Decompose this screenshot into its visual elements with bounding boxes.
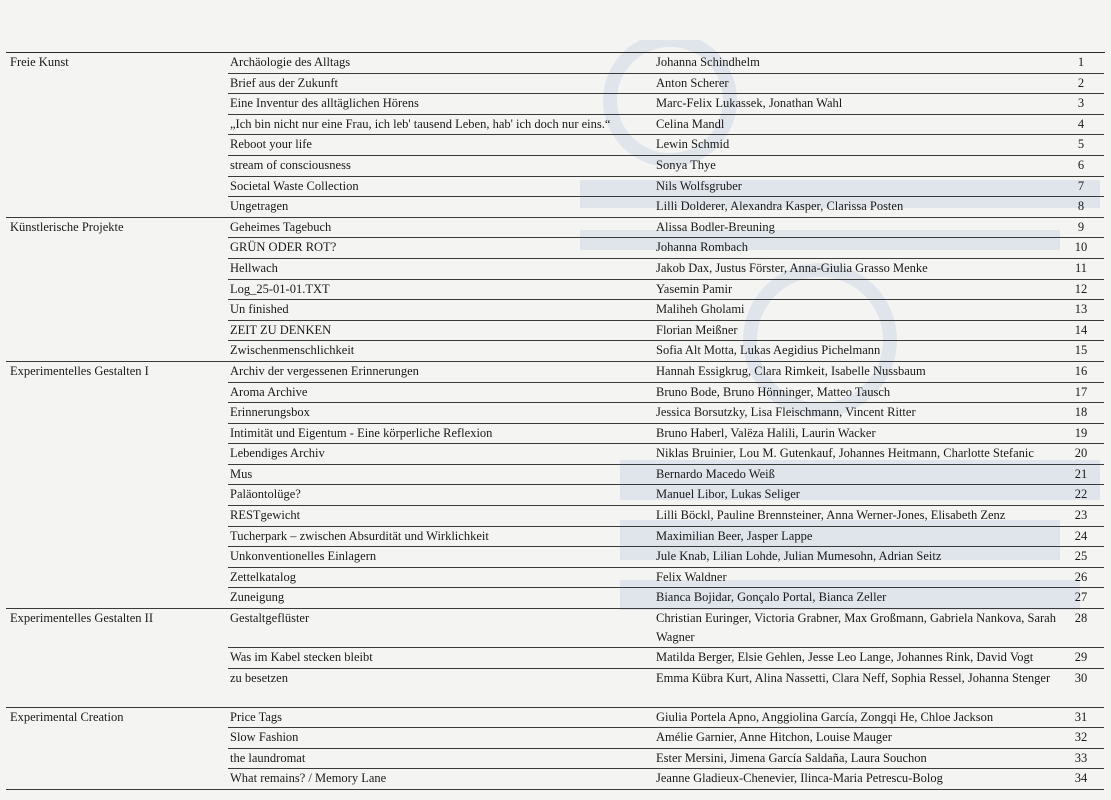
project-title: Price Tags: [230, 709, 283, 724]
contents-table: [6, 53, 1104, 790]
author-names: Giulia Portela Apno, Anggiolina García, Zongqi He, Chloe Jackson: [656, 709, 994, 724]
author-names: Ester Mersini, Jimena García Saldaña, Laura Souchon: [656, 750, 927, 765]
page-number: 18: [1074, 405, 1088, 420]
project-title: Zuneigung: [230, 590, 285, 605]
table-row: [6, 53, 1104, 74]
project-title: the laundromat: [230, 750, 306, 765]
page-number: 5: [1077, 137, 1085, 152]
table-row: [6, 259, 1104, 280]
author-names: Manuel Libor, Lukas Seliger: [656, 487, 800, 502]
author-names: Lilli Dolderer, Alexandra Kasper, Clarissa Posten: [656, 199, 904, 214]
table-row: [6, 403, 1104, 424]
author-names: Jakob Dax, Justus Förster, Anna-Giulia Grasso Menke: [656, 260, 928, 275]
page-number: 17: [1074, 384, 1088, 399]
table-row: [6, 609, 1104, 648]
page-number: 32: [1074, 730, 1088, 745]
project-title: Log_25-01-01.TXT: [230, 281, 330, 296]
page-number: 14: [1074, 322, 1088, 337]
page-number: 2: [1077, 75, 1085, 90]
author-names: Marc-Felix Lukassek, Jonathan Wahl: [656, 96, 843, 111]
category-label: Experimentelles Gestalten II: [10, 611, 153, 626]
table-row: [6, 156, 1104, 177]
author-names: Johanna Rombach: [656, 240, 748, 255]
author-names: Bianca Bojidar, Gonçalo Portal, Bianca Zeller: [656, 590, 887, 605]
project-title: Geheimes Tagebuch: [230, 219, 332, 234]
project-title: RESTgewicht: [230, 508, 301, 523]
table-row: [6, 749, 1104, 770]
author-names: Jessica Borsutzky, Lisa Fleischmann, Vincent Ritter: [656, 405, 916, 420]
page-number: 19: [1074, 425, 1088, 440]
project-title: GRÜN ODER ROT?: [230, 240, 337, 255]
table-row: [6, 362, 1104, 383]
author-names: Florian Meißner: [656, 322, 738, 337]
table-row: [6, 341, 1104, 362]
author-names: Nils Wolfsgruber: [656, 178, 742, 193]
project-title: Lebendiges Archiv: [230, 446, 325, 461]
page-number: 6: [1077, 157, 1085, 172]
author-names: Niklas Bruinier, Lou M. Gutenkauf, Johannes Heitmann, Charlotte Stefanic: [656, 446, 1034, 461]
table-row: [6, 115, 1104, 136]
project-title: „Ich bin nicht nur eine Frau, ich leb' tausend Leben, hab' ich doch nur eins.“: [230, 116, 611, 131]
project-title: Societal Waste Collection: [230, 178, 359, 193]
page-number: 9: [1077, 219, 1085, 234]
project-title: zu besetzen: [230, 670, 288, 685]
author-names: Lilli Böckl, Pauline Brennsteiner, Anna Werner-Jones, Elisabeth Zenz: [656, 508, 1006, 523]
page-number: 4: [1077, 116, 1085, 131]
table-row: [6, 588, 1104, 609]
page-number: 20: [1074, 446, 1088, 461]
table-row: [6, 321, 1104, 342]
table-row: [6, 238, 1104, 259]
author-names: Celina Mandl: [656, 116, 725, 131]
project-title: Hellwach: [230, 260, 278, 275]
author-names: Yasemin Pamir: [656, 281, 733, 296]
table-row: [6, 527, 1104, 548]
page-number: 28: [1074, 611, 1088, 626]
project-title: Mus: [230, 466, 253, 481]
author-names: Johanna Schindhelm: [656, 55, 760, 69]
author-names: Christian Euringer, Victoria Grabner, Max Großmann, Gabriela Nankova, Sarah Wagner: [656, 611, 1056, 644]
author-names: Sonya Thye: [656, 157, 716, 172]
table-row: [6, 74, 1104, 95]
page-number: 21: [1074, 466, 1088, 481]
table-row: [6, 506, 1104, 527]
table-row: [6, 94, 1104, 115]
project-title: Brief aus der Zukunft: [230, 75, 338, 90]
row-divider: [6, 789, 1104, 790]
table-row: [6, 300, 1104, 321]
author-names: Maximilian Beer, Jasper Lappe: [656, 528, 813, 543]
page-number: 23: [1074, 508, 1088, 523]
author-names: Anton Scherer: [656, 75, 729, 90]
page-number: 15: [1074, 343, 1088, 358]
project-title: Archiv der vergessenen Erinnerungen: [230, 363, 419, 378]
author-names: Bruno Haberl, Valëza Halili, Laurin Wacker: [656, 425, 876, 440]
table-row: [6, 135, 1104, 156]
table-row: [6, 769, 1104, 790]
table-row: [6, 197, 1104, 218]
table-row: [6, 669, 1104, 708]
page-number: 29: [1074, 650, 1088, 665]
page-number: 7: [1077, 178, 1085, 193]
project-title: Paläontolüge?: [230, 487, 301, 502]
project-title: Eine Inventur des alltäglichen Hörens: [230, 96, 419, 111]
table-row: [6, 485, 1104, 506]
author-names: Matilda Berger, Elsie Gehlen, Jesse Leo Lange, Johannes Rink, David Vogt: [656, 650, 1034, 665]
table-row: [6, 444, 1104, 465]
author-names: Felix Waldner: [656, 569, 727, 584]
table-row: [6, 424, 1104, 445]
project-title: Reboot your life: [230, 137, 312, 152]
author-names: Bruno Bode, Bruno Hönninger, Matteo Tausch: [656, 384, 891, 399]
page-number: 12: [1074, 281, 1088, 296]
project-title: Unkonventionelles Einlagern: [230, 549, 377, 564]
project-title: stream of consciousness: [230, 157, 351, 172]
page-number: 26: [1074, 569, 1088, 584]
project-title: Tucherpark – zwischen Absurdität und Wirklichkeit: [230, 528, 489, 543]
page-number: 16: [1074, 363, 1088, 378]
project-title: Archäologie des Alltags: [230, 55, 351, 69]
page-number: 1: [1077, 55, 1085, 69]
page-number: 3: [1077, 96, 1085, 111]
table-row: [6, 648, 1104, 669]
author-names: Jeanne Gladieux-Chenevier, Ilinca-Maria Petrescu-Bolog: [656, 771, 943, 786]
category-label: Experimental Creation: [10, 709, 124, 724]
table-row: [6, 465, 1104, 486]
page-number: 31: [1074, 709, 1088, 724]
author-names: Sofia Alt Motta, Lukas Aegidius Pichelmann: [656, 343, 881, 358]
category-label: Experimentelles Gestalten I: [10, 363, 149, 378]
page-number: 13: [1074, 302, 1088, 317]
page-number: 25: [1074, 549, 1088, 564]
page-number: 8: [1077, 199, 1085, 214]
project-title: Ungetragen: [230, 199, 289, 214]
project-title: ZEIT ZU DENKEN: [230, 322, 332, 337]
table-row: [6, 547, 1104, 568]
page-number: 27: [1074, 590, 1088, 605]
author-names: Emma Kübra Kurt, Alina Nassetti, Clara Neff, Sophia Ressel, Johanna Stenger: [656, 670, 1051, 685]
project-title: Zettelkatalog: [230, 569, 296, 584]
author-names: Hannah Essigkrug, Clara Rimkeit, Isabelle Nussbaum: [656, 363, 926, 378]
page-number: 10: [1074, 240, 1088, 255]
project-title: Gestaltgeflüster: [230, 611, 310, 626]
author-names: Maliheh Gholami: [656, 302, 745, 317]
table-row: [6, 568, 1104, 589]
project-title: Was im Kabel stecken bleibt: [230, 650, 373, 665]
page-number: 34: [1074, 771, 1088, 786]
author-names: Bernardo Macedo Weiß: [656, 466, 775, 481]
table-row: [6, 218, 1104, 239]
page-number: 11: [1074, 260, 1088, 275]
project-title: Un finished: [230, 302, 289, 317]
table-row: [6, 728, 1104, 749]
page-number: 30: [1074, 670, 1088, 685]
project-title: Slow Fashion: [230, 730, 299, 745]
author-names: Alissa Bodler-Breuning: [656, 219, 775, 234]
category-label: Künstlerische Projekte: [10, 219, 124, 234]
page-number: 22: [1074, 487, 1088, 502]
category-label: Freie Kunst: [10, 55, 69, 69]
author-names: Lewin Schmid: [656, 137, 730, 152]
project-title: Intimität und Eigentum - Eine körperliche Reflexion: [230, 425, 493, 440]
project-title: What remains? / Memory Lane: [230, 771, 387, 786]
table-row: [6, 383, 1104, 404]
author-names: Amélie Garnier, Anne Hitchon, Louise Mauger: [656, 730, 892, 745]
table-row: [6, 177, 1104, 198]
project-title: Erinnerungsbox: [230, 405, 310, 420]
page-number: 33: [1074, 750, 1088, 765]
table-row: [6, 708, 1104, 729]
author-names: Jule Knab, Lilian Lohde, Julian Mumesohn, Adrian Seitz: [656, 549, 942, 564]
project-title: Zwischenmenschlichkeit: [230, 343, 355, 358]
table-row: [6, 280, 1104, 301]
page-number: 24: [1074, 528, 1088, 543]
project-title: Aroma Archive: [230, 384, 308, 399]
